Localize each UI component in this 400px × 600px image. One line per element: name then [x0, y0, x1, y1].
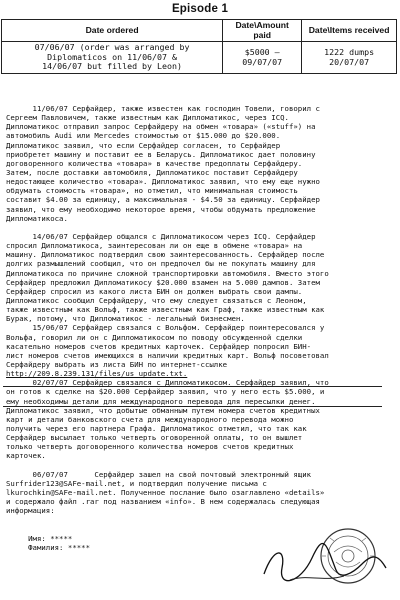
table-header-row	[2, 20, 397, 42]
paragraph-2	[6, 232, 394, 378]
text-line: машину. Дипломатикос подтвердил свою заинтересованность. Серфайдер после	[6, 250, 325, 260]
url-link[interactable]: http://209.8.239.131/files/us_update.txt.	[6, 369, 188, 379]
highlighted-lines	[6, 387, 394, 405]
document-body	[6, 104, 394, 552]
field-label: Фамилия:	[28, 542, 64, 552]
text-line: 14/06/07 Серфайдер общался с Дипломатикосом через ICQ. Серфайдер	[6, 231, 316, 241]
header-date-ordered: Date ordered	[2, 20, 223, 42]
text-line: Дипломатикоса.	[6, 213, 68, 223]
header-amount-paid-text: Date\Amount paid	[235, 20, 289, 40]
cell-items-received	[302, 42, 397, 74]
text-line: lkurochkin@SAFe-mail.net. Полученное послание было озаглавлено «details»	[6, 487, 325, 497]
field-label: Имя:	[28, 533, 46, 543]
text-line: договоренного количества «товара» в качестве предоплаты Серфайдеру.	[6, 158, 303, 168]
text-line: Дипломатикоса по причине сложной транспортировки автомобиля. Вместо этого	[6, 268, 329, 278]
text-line: карт и детали банковского счета для международного перевода можно	[6, 414, 294, 424]
text-line: обдумать стоимость «товара», но отметил, что минимальная стоимость	[6, 186, 298, 196]
text-line: касательно номеров счетов кредитных карточек. Серфайдер попросил БИН-	[6, 341, 312, 351]
text-line: недостающее количество «товара». Дипломатикос заявил, что ему еще нужно	[6, 177, 320, 187]
field-value: *****	[67, 542, 91, 552]
text-line: Дипломатикос сообщил Серфайдеру, что ему следует связаться с Леоном,	[6, 295, 307, 305]
text-line: Дипломатикос отправил запрос Серфайдеру на обмен «товара» («stuff») на	[6, 122, 316, 132]
field-value: *****	[50, 533, 73, 543]
cell-line: 09/07/07	[242, 56, 283, 67]
cell-line: Diplomaticos on 11/06/07 &	[47, 51, 178, 62]
seal-signature-image	[260, 524, 390, 594]
text-line: автомобиль Audi или Mercedes стоимостью от $15.000 до $20.000.	[6, 131, 281, 141]
paragraph-3	[6, 378, 394, 460]
paragraph-1	[6, 104, 394, 223]
text-line: только четверть договоренного количества номеров счетов кредитных	[6, 442, 294, 452]
text-line: Surfrider123@SAFe-mail.net, и подтвердил получение письма с	[6, 478, 267, 488]
text-line: Серфайдер спросил из какого листа БИН он должен выбрать свои дампы.	[6, 286, 303, 296]
cell-date-ordered	[2, 42, 223, 74]
cell-line: 07/06/07 (order was arranged by	[34, 42, 190, 53]
text-line: 15/06/07 Серфайдер связался с Вольфом. Серфайдер поинтересовался у	[6, 323, 325, 333]
text-line: Бурак, потому, что Дипломатикос - легальный бизнесмен.	[6, 314, 245, 324]
header-amount-paid	[223, 20, 302, 42]
text-line: также известным как Вольф, также известным как Граф, также известным как	[6, 305, 325, 315]
text-line: приобретет машину и поставит ее в Беларусь. Дипломатикос дает половину	[6, 149, 316, 159]
cell-line: 20/07/07	[329, 56, 370, 67]
text-line: Дипломатикос заявил, что если Серфайдер согласен, то Серфайдер	[6, 140, 281, 150]
seal-stamp-icon	[321, 529, 375, 583]
text-line: 06/07/07 Серфайдер зашел на свой почтовый электронный ящик	[6, 469, 312, 479]
text-line: составит $4.00 за единицу, а максимальная - $4.50 за единицу. Серфайдер	[6, 195, 320, 205]
cell-line: $5000 –	[244, 46, 280, 57]
text-line: Затем, после доставки автомобиля, Дипломатикос поставит Серфайдеру	[6, 167, 298, 177]
cell-line: 1222 dumps	[324, 46, 375, 57]
text-line: Серфайдеру выбрать из листа БИН по интернет-ссылке	[6, 359, 228, 369]
cell-line: 14/06/07 but filled by Leon)	[42, 61, 183, 72]
text-line: Серфайдер высылает только четверть оговоренной оплаты, то он вышлет	[6, 433, 303, 443]
text-line: 11/06/07 Серфайдер, также известен как господин Товели, говорил с	[6, 104, 320, 113]
text-line: 02/07/07 Серфайдер связался с Дипломатикосом. Серфайдер заявил, что	[6, 378, 329, 388]
text-line: лист номеров счетов имеющихся в наличии кредитных карт. Вольф посоветовал	[6, 350, 329, 360]
text-line: ему необходимы детали для международного перевода для пересылки денег.	[6, 396, 316, 406]
text-line: спросил Дипломатикоса, заинтересован ли он еще в обмене «товара» на	[6, 241, 303, 251]
page-title: Episode 1	[171, 3, 229, 15]
paragraph-4	[6, 470, 394, 516]
text-line: он готов к сделке на $20.000 Серфайдер заявил, что у него есть $5.000, и	[6, 387, 325, 397]
table-row	[2, 42, 397, 74]
text-line: Дипломатикос заявил, что добытые обманным путем номера счетов кредитных	[6, 405, 320, 415]
cell-amount-paid	[223, 42, 302, 74]
text-line: и содержало файл .rar под названием «info». В нем содержалась следующая	[6, 497, 320, 507]
text-line: Серфайдер предложил Дипломатикосу $20.000 взамен на 5.000 дампов. Затем	[6, 277, 320, 287]
text-line: Сергеем Павловичем, также известным как Дипломатикос, через ICQ.	[6, 113, 289, 123]
text-line: карточек.	[6, 451, 46, 461]
header-items-received: Date\Items received	[302, 20, 397, 42]
summary-table	[1, 19, 397, 74]
text-line: информация:	[6, 506, 55, 516]
text-line: заявил, что ему необходимо некоторое время, чтобы обдумать предложение	[6, 204, 316, 214]
text-line: долгих размышлений сообщил, что он предпочел бы не покупать машину для	[6, 259, 316, 269]
text-line: Вольфа, говорил ли он с Дипломатикосом по поводу обсужденной сделки	[6, 332, 303, 342]
text-line: получить через его партнера Графа. Дипломатикос отметил, что так как	[6, 423, 307, 433]
